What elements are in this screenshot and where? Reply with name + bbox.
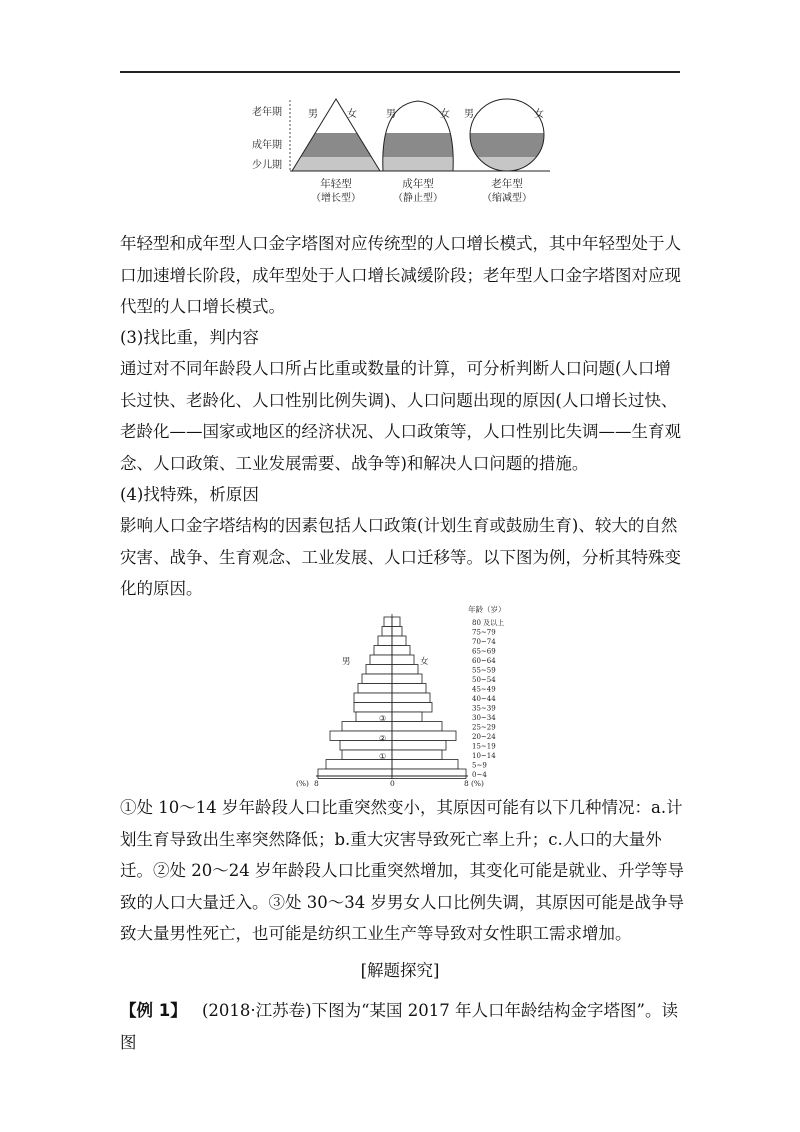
male-label: 男	[464, 109, 474, 120]
x-tick-right: 8	[464, 779, 469, 788]
stage-label-child: 少儿期	[252, 160, 282, 171]
example-source: (2018·江苏卷)	[201, 1001, 312, 1020]
male-bar	[384, 617, 392, 627]
age-group-label: 15~19	[472, 742, 496, 751]
heading-4: (4)找特殊，析原因	[120, 485, 259, 504]
example-text: 下图为“某国 2017 年人口年龄结构金字塔图”。读图	[120, 1001, 678, 1052]
pyramid-types-figure	[250, 95, 560, 215]
male-bar	[356, 712, 392, 722]
male-bar	[370, 655, 392, 665]
age-group-label: 0~4	[472, 771, 487, 779]
male-bar	[358, 684, 392, 694]
type-name-old: 老年型	[491, 178, 523, 190]
age-group-label: 45~49	[472, 685, 496, 694]
paragraph-special: 影响人口金字塔结构的因素包括人口政策(计划生育或鼓励生育)、较大的自然灾害、战争、生育观念、工业发展、人口迁移等。以下图为例，分析其特殊变化的原因。	[120, 516, 681, 598]
female-bar	[392, 703, 432, 713]
female-label: 女	[534, 109, 544, 120]
example-label: 【例 1】	[120, 1001, 187, 1020]
male-bar	[354, 703, 392, 713]
paragraph-pyramid-types: 年轻型和成年型人口金字塔图对应传统型的人口增长模式，其中年轻型处于人口加速增长阶段，成年型处于人口增长减缓阶段；老年型人口金字塔图对应现代型的人口增长模式。	[120, 234, 681, 316]
example-line	[120, 995, 690, 1058]
male-bar	[382, 627, 392, 637]
female-bar	[392, 655, 414, 665]
x-unit-right: (%)	[471, 779, 484, 788]
type-sub-mature: （静止型）	[393, 193, 443, 204]
stage-label-old: 老年期	[252, 107, 282, 118]
age-group-label: 75~79	[472, 628, 496, 637]
male-label: 男	[386, 109, 396, 120]
section-title: [解题探究]	[360, 961, 440, 980]
x-tick-left: 8	[314, 779, 319, 788]
paragraph-analysis: ①处 10～14 岁年龄段人口比重突然变小，其原因可能有以下几种情况：a.计划生育导致出生率突然降低；b.重大灾害导致死亡率上升；c.人口的大量外迁。②处 20～24 岁年龄段人口比重突然增加，其变化可能是就业、升学等导致的人口大量迁入。③处 30～34 岁男女人口比例失调，其原因可能是战争导致大量男性死亡，也可能是纺织工业生产等导致对女性职工需求增加。	[120, 798, 684, 943]
type-name-mature: 成年型	[402, 178, 434, 190]
female-label: 女	[420, 657, 429, 667]
x-unit-left: (%)	[296, 779, 309, 788]
age-group-label: 80 及以上	[472, 619, 505, 627]
male-bar	[318, 769, 392, 779]
female-bar	[392, 731, 456, 741]
female-bar	[392, 674, 422, 684]
female-label: 女	[347, 109, 357, 120]
age-group-label: 30~34	[472, 714, 496, 722]
type-sub-young: （增长型）	[311, 193, 361, 204]
male-bar	[378, 636, 392, 646]
type-name-young: 年轻型	[320, 178, 352, 190]
female-bar	[392, 684, 426, 694]
age-group-label: 70~74	[472, 638, 496, 646]
marker-2: ②	[379, 734, 387, 743]
female-bar	[392, 665, 418, 675]
age-group-label: 10~14	[472, 752, 496, 760]
female-label: 女	[440, 109, 450, 120]
female-bar	[392, 646, 410, 656]
paragraph-proportion: 通过对不同年龄段人口所占比重或数量的计算，可分析判断人口问题(人口增长过快、老龄化、人口性别比例失调)、人口问题出现的原因(人口增长过快、老龄化——国家或地区的经济状况、人口政策等，人口性别比失调——生育观念、人口政策、工业发展需要、战争等)和解决人口问题的措施。	[120, 359, 681, 473]
female-bar	[392, 760, 458, 770]
header-rule	[120, 71, 680, 73]
male-bar	[362, 674, 392, 684]
male-bar	[354, 693, 392, 703]
male-label: 男	[308, 109, 318, 120]
female-bar	[392, 636, 406, 646]
age-group-label: 40~44	[472, 695, 496, 703]
heading-3: (3)找比重，判内容	[120, 328, 259, 347]
female-bar	[392, 627, 402, 637]
stage-label-adult: 成年期	[252, 140, 282, 151]
population-pyramid-figure	[296, 600, 516, 790]
marker-1: ①	[379, 752, 387, 761]
marker-3: ③	[379, 714, 387, 723]
age-group-label: 55~59	[472, 666, 496, 675]
female-bar	[392, 750, 442, 760]
age-group-label: 65~69	[472, 647, 496, 656]
female-bar	[392, 741, 446, 751]
female-bar	[392, 693, 430, 703]
male-label: 男	[342, 657, 351, 667]
age-group-label: 20~24	[472, 733, 496, 741]
female-bar	[392, 722, 442, 732]
age-group-label: 25~29	[472, 723, 496, 732]
age-group-label: 5~9	[472, 761, 487, 770]
type-sub-old: （缩减型）	[482, 193, 532, 204]
male-bar	[374, 646, 392, 656]
female-bar	[392, 617, 400, 627]
female-bar	[392, 712, 422, 722]
x-tick-zero: 0	[390, 779, 395, 788]
age-axis-title: 年龄（岁）	[468, 605, 506, 614]
age-group-label: 50~54	[472, 676, 496, 684]
male-bar	[366, 665, 392, 675]
age-group-label: 35~39	[472, 704, 496, 713]
female-bar	[392, 769, 466, 779]
age-group-label: 60~64	[472, 657, 496, 665]
